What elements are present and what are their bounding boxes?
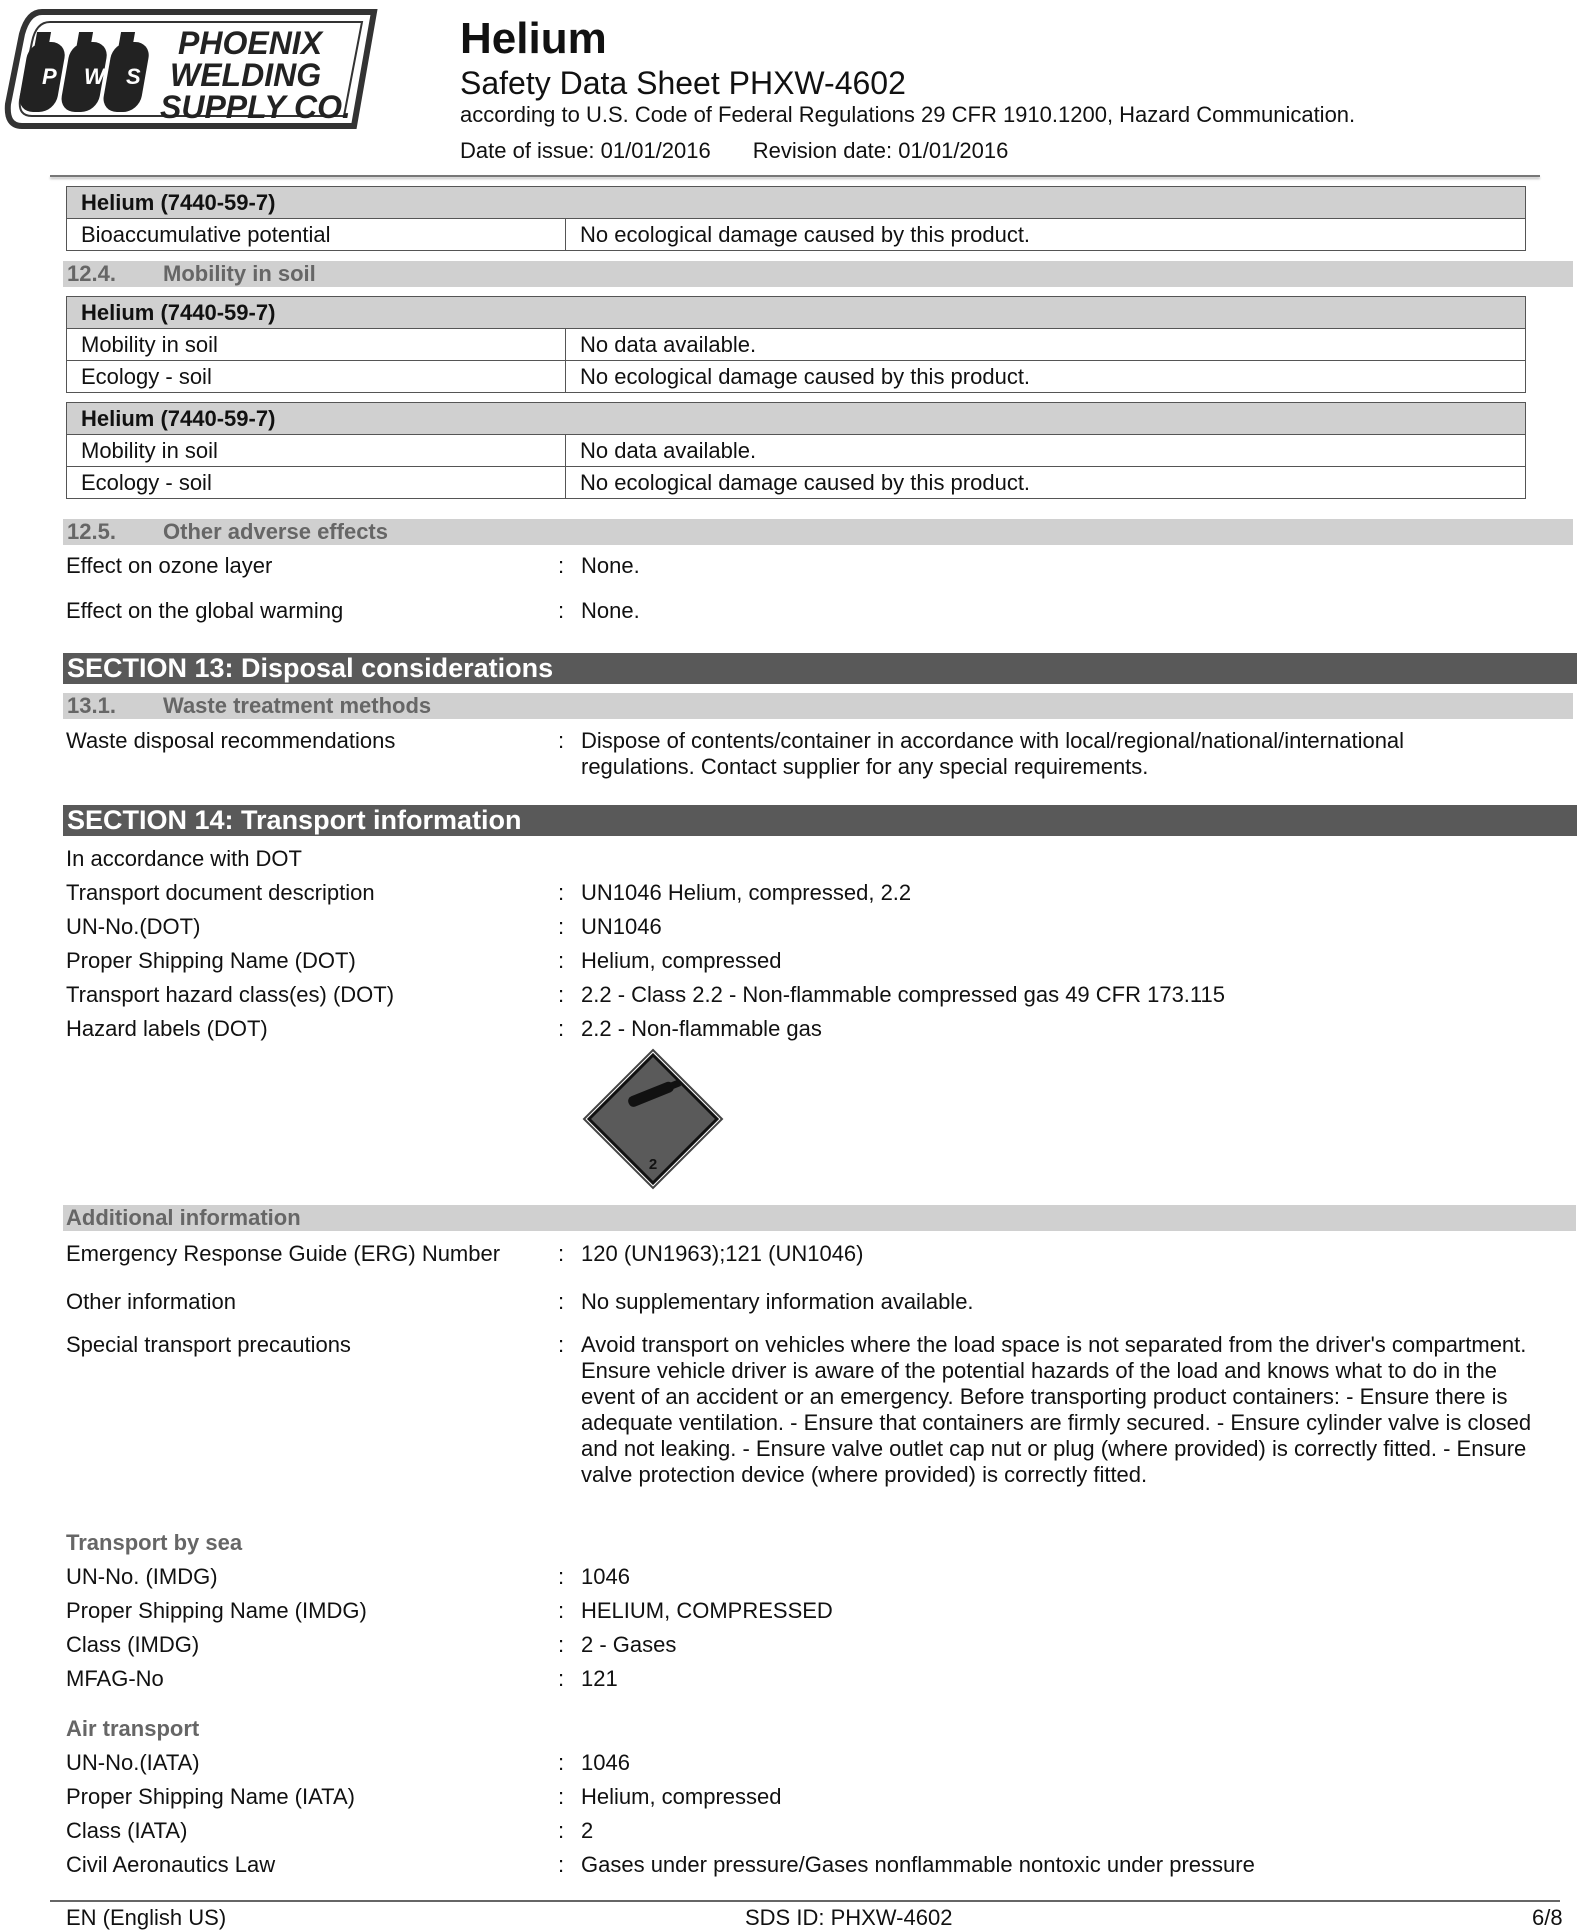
subsection-number: 13.1. — [67, 693, 116, 718]
dot-intro: In accordance with DOT — [66, 846, 302, 871]
field-label: Proper Shipping Name (DOT) — [66, 948, 356, 973]
field-label: Transport hazard class(es) (DOT) — [66, 982, 395, 1007]
mobility-table — [66, 402, 1526, 499]
bioaccumulative-table — [66, 186, 1526, 251]
field-value: UN1046 Helium, compressed, 2.2 — [581, 880, 912, 905]
footer-page-number: 6/8 — [1532, 1905, 1563, 1930]
section-13-header: SECTION 13: Disposal considerations — [63, 653, 1577, 684]
document-subtitle: Safety Data Sheet PHXW-4602 — [460, 65, 906, 101]
footer-language: EN (English US) — [66, 1905, 227, 1930]
field-value: 2.2 - Non-flammable gas — [581, 1016, 822, 1041]
footer-sds-id: SDS ID: PHXW-4602 — [745, 1905, 953, 1930]
subsection-12-5-header — [63, 519, 1573, 545]
table-cell-label: Mobility in soil — [67, 329, 566, 361]
subsection-title: Waste treatment methods — [163, 693, 432, 718]
field-label: Emergency Response Guide (ERG) Number — [66, 1241, 501, 1266]
subsection-number: 12.5. — [67, 519, 116, 544]
table-cell-value: No ecological damage caused by this product. — [566, 219, 1526, 251]
transport-by-sea-heading: Transport by sea — [66, 1530, 243, 1555]
footer-divider — [50, 1900, 1560, 1902]
date-line — [460, 138, 1008, 164]
table-cell-label: Ecology - soil — [67, 467, 566, 499]
logo-letter: W — [84, 64, 105, 89]
field-label: Transport document description — [66, 880, 375, 905]
field-label: Proper Shipping Name (IMDG) — [66, 1598, 367, 1623]
field-value: 1046 — [581, 1750, 630, 1775]
field-label: Special transport precautions — [66, 1332, 351, 1357]
field-label: UN-No. (IMDG) — [66, 1564, 218, 1589]
logo-text-line: WELDING — [170, 57, 322, 93]
regulation-line: according to U.S. Code of Federal Regulations 29 CFR 1910.1200, Hazard Communication. — [460, 102, 1356, 127]
company-logo — [2, 4, 382, 134]
table-cell-label: Bioaccumulative potential — [67, 219, 566, 251]
field-label: Proper Shipping Name (IATA) — [66, 1784, 355, 1809]
field-label: Effect on ozone layer — [66, 553, 273, 578]
field-value: 121 — [581, 1666, 618, 1691]
table-row — [67, 329, 1526, 361]
header-divider — [50, 175, 1540, 177]
subsection-13-1-header — [63, 693, 1573, 719]
logo-letter: S — [126, 64, 141, 89]
field-label: UN-No.(DOT) — [66, 914, 201, 939]
field-value: 2 — [581, 1818, 594, 1843]
field-label: Effect on the global warming — [66, 598, 344, 623]
table-title: Helium (7440-59-7) — [67, 187, 1526, 219]
field-value: 1046 — [581, 1564, 630, 1589]
field-label: UN-No.(IATA) — [66, 1750, 200, 1775]
hazard-placard-gas-cylinder-icon — [582, 1048, 724, 1190]
subsection-title: Other adverse effects — [163, 519, 388, 544]
field-value: 2 - Gases — [581, 1632, 677, 1657]
field-label: Other information — [66, 1289, 236, 1314]
mobility-table — [66, 296, 1526, 393]
table-title: Helium (7440-59-7) — [67, 403, 1526, 435]
table-row — [67, 361, 1526, 393]
field-label: Civil Aeronautics Law — [66, 1852, 276, 1877]
table-row — [67, 219, 1526, 251]
field-value: Helium, compressed — [581, 948, 782, 973]
subsection-number: 12.4. — [67, 261, 116, 286]
table-cell-value: No ecological damage caused by this product. — [566, 361, 1526, 393]
additional-information-header: Additional information — [63, 1205, 1576, 1231]
table-cell-label: Ecology - soil — [67, 361, 566, 393]
revision-date: Revision date: 01/01/2016 — [752, 138, 1009, 163]
field-label: Class (IATA) — [66, 1818, 188, 1843]
field-label: Waste disposal recommendations — [66, 728, 396, 753]
table-row — [67, 467, 1526, 499]
field-value: UN1046 — [581, 914, 662, 939]
field-value: None. — [581, 598, 640, 623]
logo-letter: P — [42, 64, 57, 89]
field-value: Gases under pressure/Gases nonflammable nontoxic under pressure — [581, 1852, 1255, 1877]
logo-text-line: SUPPLY CO. — [160, 89, 351, 125]
section-14-header: SECTION 14: Transport information — [63, 805, 1577, 836]
field-label: Hazard labels (DOT) — [66, 1016, 268, 1041]
table-cell-value: No data available. — [566, 435, 1526, 467]
subsection-12-4-header — [63, 261, 1573, 287]
logo-text-line: PHOENIX — [178, 25, 323, 61]
field-value: 120 (UN1963);121 (UN1046) — [581, 1241, 864, 1266]
field-label: Class (IMDG) — [66, 1632, 200, 1657]
placard-number: 2 — [648, 1156, 658, 1173]
field-value: Helium, compressed — [581, 1784, 782, 1809]
table-cell-value: No data available. — [566, 329, 1526, 361]
field-value: HELIUM, COMPRESSED — [581, 1598, 833, 1623]
table-row — [67, 435, 1526, 467]
table-cell-value: No ecological damage caused by this product. — [566, 467, 1526, 499]
field-value: None. — [581, 553, 640, 578]
field-label: MFAG-No — [66, 1666, 164, 1691]
document-title: Helium — [460, 14, 607, 63]
date-of-issue: Date of issue: 01/01/2016 — [460, 138, 711, 163]
field-value: Avoid transport on vehicles where the load space is not separated from the driver's compartment. Ensure vehicle driver is aware of the potential hazards of the load and knows what to do in the event of an accident or an emergency. Before transporting product containers: - Ensure there is adequate ventilation. - Ensure that containers are firmly secured. - Ensure cylinder valve is closed and not leaking. - Ensure valve outlet cap nut or plug (where provided) is correctly fitted. - Ensure valve protection device (where provided) is correctly fitted. — [581, 1332, 1532, 1487]
air-transport-heading: Air transport — [66, 1716, 200, 1741]
field-value: 2.2 - Class 2.2 - Non-flammable compressed gas 49 CFR 173.115 — [581, 982, 1225, 1007]
field-value: Dispose of contents/container in accordance with local/regional/national/international regulations. Contact supplier for any special requirements. — [581, 728, 1405, 779]
table-cell-label: Mobility in soil — [67, 435, 566, 467]
table-title: Helium (7440-59-7) — [67, 297, 1526, 329]
subsection-title: Mobility in soil — [163, 261, 316, 286]
field-value: No supplementary information available. — [581, 1289, 974, 1314]
